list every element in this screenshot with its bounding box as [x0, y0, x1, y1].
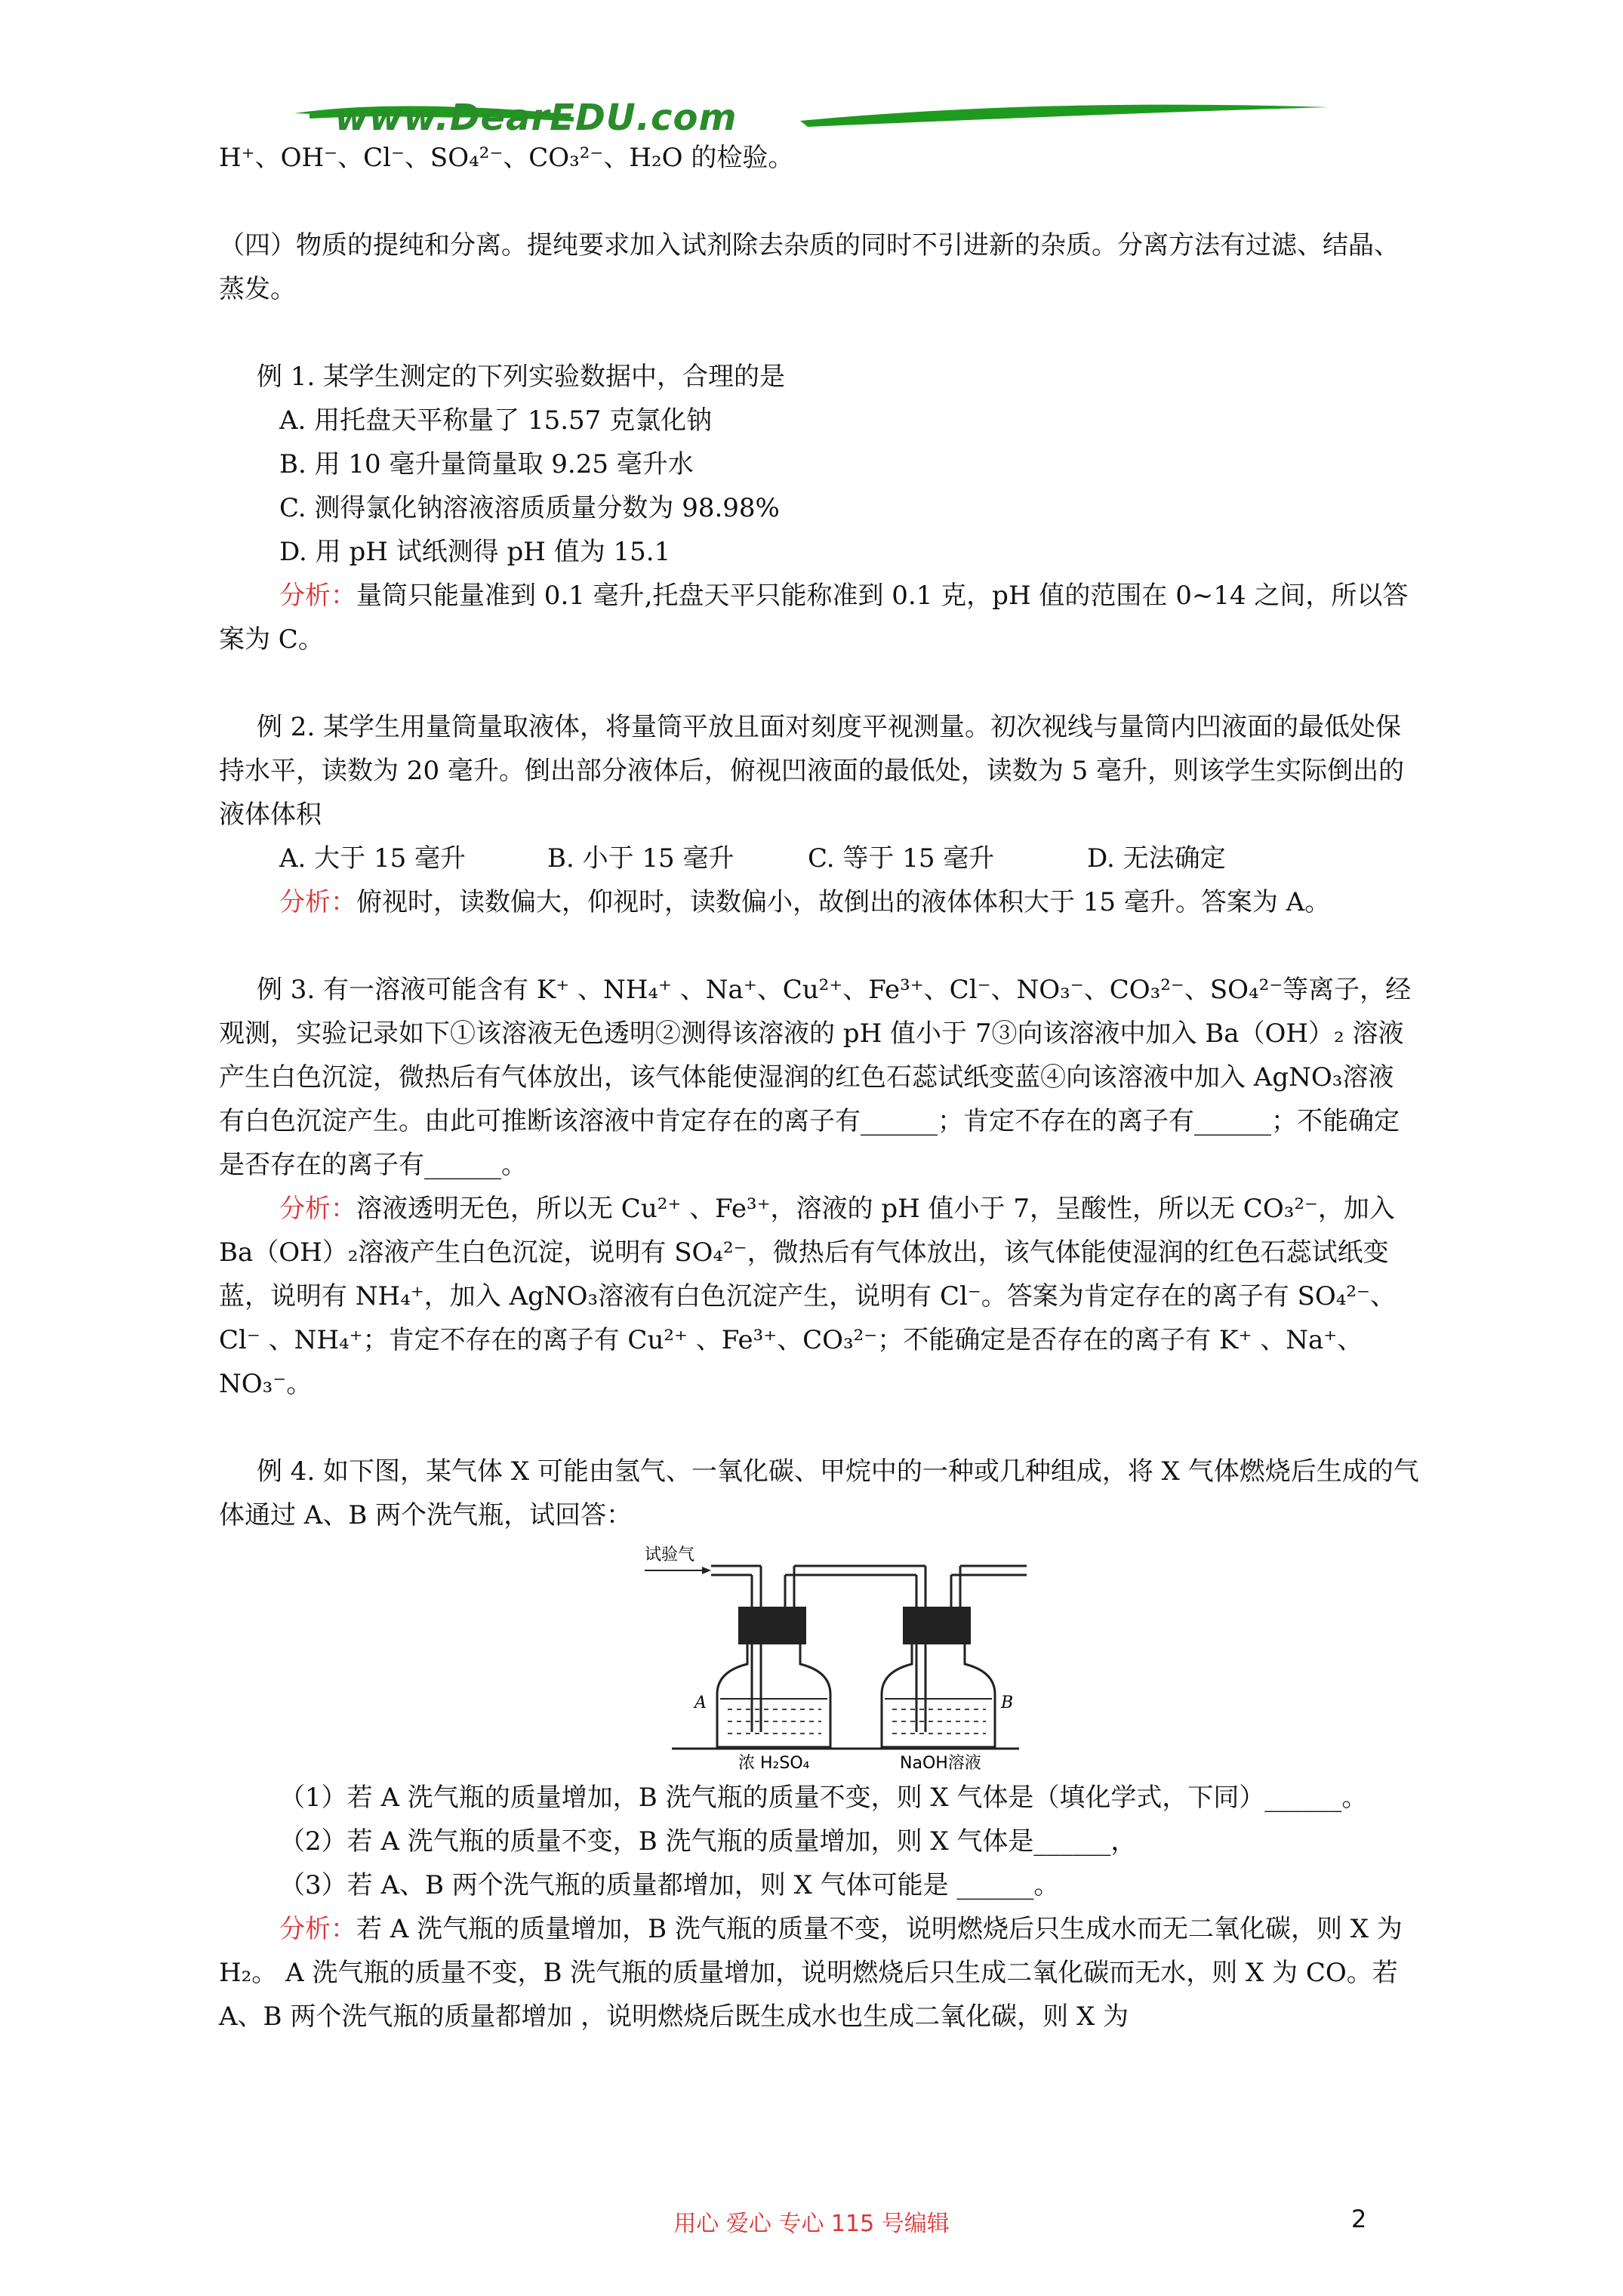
example-2-options	[219, 837, 1419, 880]
example-2-option-b: B. 小于 15 毫升	[547, 843, 735, 874]
analysis-label: 分析：	[279, 887, 356, 917]
section-4: （四）物质的提纯和分离。提纯要求加入试剂除去杂质的同时不引进新的杂质。分离方法有过滤、结晶、蒸发。	[219, 230, 1400, 304]
gas-inlet-label: 试验气	[645, 1546, 695, 1564]
ion-check-line: H⁺、OH⁻、Cl⁻、SO₄²⁻、CO₃²⁻、H₂O 的检验。	[219, 143, 794, 173]
analysis-text: 量筒只能量准到 0.1 毫升,托盘天平只能称准到 0.1 克，pH 值的范围在 0~14 之间，所以答案为 C。	[219, 581, 1409, 655]
example-4-question-3: （3）若 A、B 两个洗气瓶的质量都增加，则 X 气体可能是 ______。	[279, 1870, 1060, 1900]
example-1-question: 例 1. 某学生测定的下列实验数据中，合理的是	[257, 362, 786, 392]
gas-washing-bottles-figure	[642, 1543, 1034, 1770]
bottle-a-label: A	[694, 1693, 707, 1712]
reagent-b-label: NaOH溶液	[900, 1754, 981, 1770]
example-1-option-c: C. 测得氯化钠溶液溶质质量分数为 98.98%	[279, 493, 780, 523]
footer-editor-note: 用心 爱心 专心 115 号编辑	[673, 2211, 950, 2237]
analysis-text: 溶液透明无色，所以无 Cu²⁺ 、Fe³⁺，溶液的 pH 值小于 7，呈酸性，所以无 CO₃²⁻，加入 Ba（OH）₂溶液产生白色沉淀，说明有 SO₄²⁻，微热后有气体放出，该气体能使湿润的红色石蕊试纸变蓝，说明有 NH₄⁺，加入 AgNO₃溶液有白色沉淀产生，说明有 Cl⁻。答案为肯定存在的离子有 SO₄²⁻、Cl⁻ 、NH₄⁺；肯定不存在的离子有 Cu²⁺ 、Fe³⁺、CO₃²⁻；不能确定是否存在的离子有 K⁺ 、Na⁺、NO₃⁻。	[219, 1194, 1396, 1399]
example-1-option-a: A. 用托盘天平称量了 15.57 克氯化钠	[279, 405, 713, 436]
apparatus-diagram	[642, 1543, 1034, 1770]
analysis-label: 分析：	[279, 1914, 356, 1944]
reagent-a-label: 浓 H₂SO₄	[738, 1754, 810, 1770]
example-2-option-a: A. 大于 15 毫升	[279, 843, 467, 874]
example-2-option-c: C. 等于 15 毫升	[808, 843, 995, 874]
document-body	[219, 136, 1419, 2039]
site-logo-text: www.DearEDU.com	[334, 97, 738, 139]
example-3-analysis	[219, 1187, 1419, 1406]
analysis-text: 俯视时，读数偏大，仰视时，读数偏小，故倒出的液体体积大于 15 毫升。答案为 A。	[356, 887, 1331, 917]
example-1-option-b: B. 用 10 毫升量筒量取 9.25 毫升水	[279, 449, 694, 479]
page-footer	[0, 2205, 1623, 2250]
example-3-question: 例 3. 有一溶液可能含有 K⁺ 、NH₄⁺ 、Na⁺、Cu²⁺、Fe³⁺、Cl⁻、NO₃⁻、CO₃²⁻、SO₄²⁻等离子，经观测，实验记录如下①该溶液无色透明②测得该溶液的 pH 值小于 7③向该溶液中加入 Ba（OH）₂ 溶液产生白色沉淀，微热后有气体放出，该气体能使湿润的红色石蕊试纸变蓝④向该溶液中加入 AgNO₃溶液有白色沉淀产生。由此可推断该溶液中肯定存在的离子有______；肯定不存在的离子有______；不能确定是否存在的离子有______。	[219, 975, 1412, 1180]
example-2-analysis	[219, 880, 1419, 924]
analysis-text: 若 A 洗气瓶的质量增加，B 洗气瓶的质量不变，说明燃烧后只生成水而无二氧化碳，则 X 为 H₂。 A 洗气瓶的质量不变，B 洗气瓶的质量增加，说明燃烧后只生成二氧化碳而无水，则 X 为 CO。若 A、B 两个洗气瓶的质量都增加 ，说明燃烧后既生成水也生成二氧化碳，则 X 为	[219, 1914, 1403, 2032]
example-1-option-d: D. 用 pH 试纸测得 pH 值为 15.1	[279, 537, 671, 567]
bottle-b-label: B	[1001, 1693, 1014, 1712]
analysis-label: 分析：	[279, 1194, 356, 1224]
example-4-analysis	[219, 1907, 1419, 2039]
example-2-option-d: D. 无法确定	[1087, 843, 1226, 874]
page-number: 2	[1351, 2205, 1367, 2233]
example-1-analysis	[219, 574, 1419, 661]
example-4-question: 例 4. 如下图，某气体 X 可能由氢气、一氧化碳、甲烷中的一种或几种组成，将 X 气体燃烧后生成的气体通过 A、B 两个洗气瓶，试回答：	[219, 1456, 1419, 1530]
analysis-label: 分析：	[279, 581, 356, 611]
example-2-question: 例 2. 某学生用量筒量取液体，将量筒平放且面对刻度平视测量。初次视线与量筒内凹液面的最低处保持水平，读数为 20 毫升。倒出部分液体后，俯视凹液面的最低处，读数为 5 毫升，则该学生实际倒出的液体体积	[219, 712, 1405, 830]
example-4-question-1: （1）若 A 洗气瓶的质量增加，B 洗气瓶的质量不变，则 X 气体是（填化学式，下同）______。	[279, 1783, 1368, 1813]
example-4-question-2: （2）若 A 洗气瓶的质量不变，B 洗气瓶的质量增加，则 X 气体是______，	[279, 1826, 1137, 1857]
